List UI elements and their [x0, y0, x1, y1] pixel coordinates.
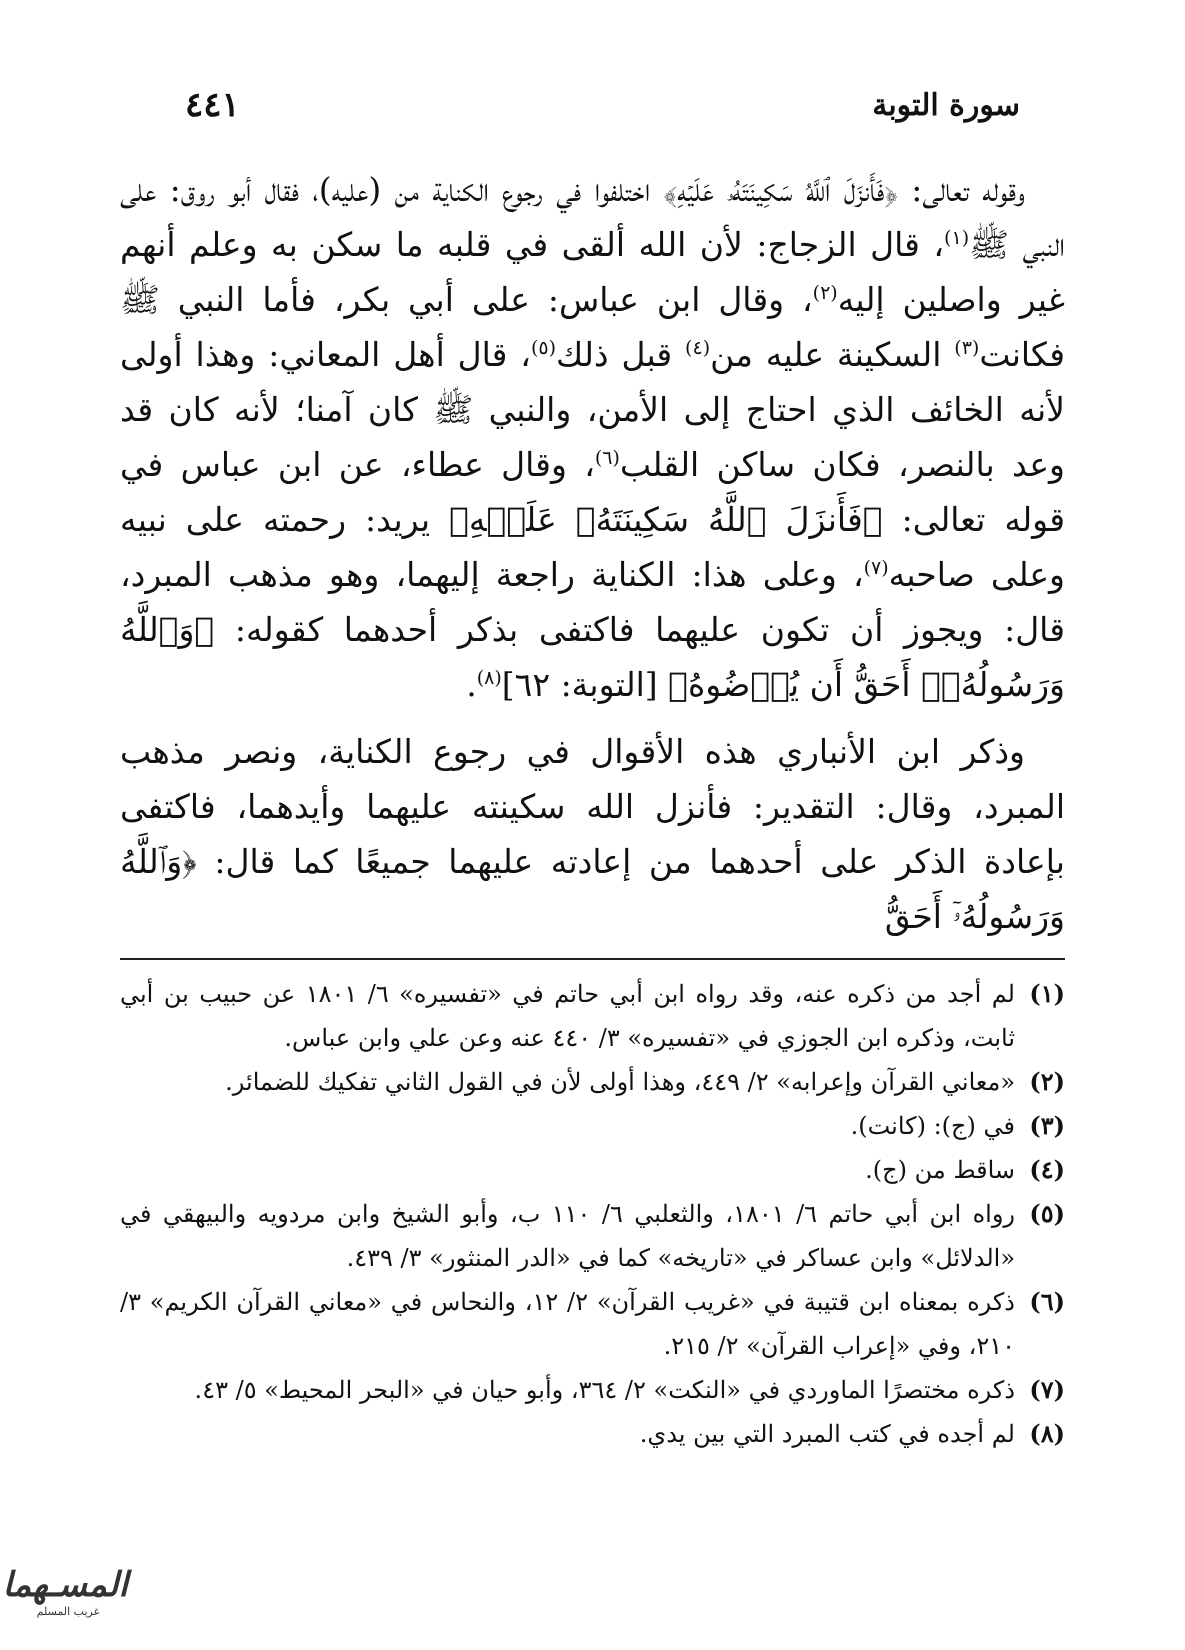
- footnote-ref-2[interactable]: (٢): [812, 282, 838, 304]
- paragraph-2: وذكر ابن الأنباري هذه الأقوال في رجوع الكناية، ونصر مذهب المبرد، وقال: التقدير: فأنزل الله سكينته عليهما وأيدهما، فاكتفى بإعادة الذكر على أحدهما من إعادته عليهما جميعًا كما قال: ﴿وَٱللَّهُ وَرَسُولُهُۥٓ أَحَقُّ: [120, 732, 1065, 936]
- text-run: ، قال الزجاج: لأن الله ألقى في قلبه ما سكن به وعلم أنهم غير واصلين إليه: [120, 225, 1066, 319]
- footnote-number: (٧): [1029, 1375, 1065, 1404]
- footnote-number: (٣): [1029, 1111, 1065, 1140]
- text-run: وقوله تعالى: ﴿فَأَنزَلَ ٱللَّهُ سَكِينَتَهُۥ عَلَيۡهِ﴾ اختلفوا في رجوع الكناية من (عليه)، فقال أبو روق: على النبي ﷺ: [120, 170, 1065, 264]
- footnote-ref-3[interactable]: (٣): [954, 337, 980, 359]
- text-run: قبل ذلك: [556, 335, 686, 374]
- footnote-text: رواه ابن أبي حاتم ٦/ ١٨٠١، والثعلبي ٦/ ١١٠ ب، وأبو الشيخ وابن مردويه والبيهقي في «الدلائل» وابن عساكر في «تاريخه» كما في «الدر المنثور» ٣/ ٤٣٩.: [120, 1200, 1015, 1272]
- footnote-text: «معاني القرآن وإعرابه» ٢/ ٤٤٩، وهذا أولى لأن في القول الثاني تفكيك للضمائر.: [225, 1068, 1015, 1096]
- footnote: [120, 1148, 1065, 1192]
- footnote-number: (٦): [1029, 1287, 1065, 1316]
- footnote-number: (٢): [1029, 1067, 1065, 1096]
- footnote: [120, 1412, 1065, 1456]
- text-run: ، قال أهل المعاني: وهذا أولى لأنه الخائف الذي احتاج إلى الأمن، والنبي ﷺ كان آمنا؛ لأنه كان قد وعد بالنصر، فكان ساكن القلب: [120, 335, 1065, 484]
- footnote: [120, 1060, 1065, 1104]
- footnote-text: لم أجد من ذكره عنه، وقد رواه ابن أبي حاتم في «تفسيره» ٦/ ١٨٠١ عن حبيب بن أبي ثابت، وذكره ابن الجوزي في «تفسيره» ٣/ ٤٤٠ عنه وعن علي وابن عباس.: [120, 980, 1015, 1052]
- footnote-number: (٥): [1029, 1199, 1065, 1228]
- footnote-ref-7[interactable]: (٧): [863, 557, 889, 579]
- surah-title: سورة التوبة: [872, 87, 1020, 123]
- main-text: [120, 162, 1065, 956]
- text-run: السكينة عليه من: [710, 335, 955, 374]
- publisher-logo: [2, 1565, 128, 1635]
- footnote-ref-4[interactable]: (٤): [685, 337, 711, 359]
- logo-word: المسـهما: [2, 1565, 128, 1605]
- footnote-text: ذكره مختصرًا الماوردي في «النكت» ٢/ ٣٦٤، وأبو حيان في «البحر المحيط» ٥/ ٤٣.: [194, 1376, 1015, 1404]
- text-run: .: [466, 665, 477, 704]
- page-header: [185, 80, 1020, 130]
- footnote-text: لم أجده في كتب المبرد التي بين يدي.: [639, 1420, 1015, 1448]
- footnote-divider: [120, 958, 1065, 960]
- footnote-number: (٨): [1029, 1419, 1065, 1448]
- footnote: [120, 1280, 1065, 1368]
- logo-subtitle: غريب المسلم: [36, 1605, 100, 1618]
- footnote: [120, 1104, 1065, 1148]
- footnote-ref-6[interactable]: (٦): [594, 447, 620, 469]
- footnote-number: (٤): [1029, 1155, 1065, 1184]
- paragraph-1: [120, 162, 1065, 712]
- footnote-number: (١): [1029, 979, 1065, 1008]
- footnote: [120, 1368, 1065, 1412]
- page-number: ٤٤١: [185, 85, 240, 125]
- footnote-ref-5[interactable]: (٥): [530, 337, 557, 359]
- footnote-text: في (ج): (كانت).: [850, 1112, 1015, 1140]
- text-run: ، وقال عطاء، عن ابن عباس في قوله تعالى: ﴿فَأَنزَلَ ٱللَّهُ سَكِينَتَهُۥ عَلَيۡهِ﴾ يريد: رحمته على نبيه وعلى صاحبه: [120, 445, 1065, 594]
- text-run: ، وقال ابن عباس: على أبي بكر، فأما النبي ﷺ فكانت: [120, 280, 1065, 374]
- footnote-ref-1[interactable]: (١): [944, 227, 970, 249]
- footnote-text: ساقط من (ج).: [865, 1156, 1015, 1184]
- footnotes: [120, 972, 1065, 1456]
- footnote: [120, 972, 1065, 1060]
- text-run: ، وعلى هذا: الكناية راجعة إليهما، وهو مذهب المبرد، قال: ويجوز أن تكون عليهما فاكتفى بذكر أحدهما كقوله: ﴿وَٱللَّهُ وَرَسُولُهُۥٓ أَحَقُّ أَن يُرۡضُوهُ﴾ [التوبة: ٦٢]: [120, 555, 1065, 704]
- footnote: [120, 1192, 1065, 1280]
- footnote-text: ذكره بمعناه ابن قتيبة في «غريب القرآن» ٢/ ١٢، والنحاس في «معاني القرآن الكريم» ٣/ ٢١٠، وفي «إعراب القرآن» ٢/ ٢١٥.: [120, 1288, 1015, 1360]
- footnote-ref-8[interactable]: (٨): [476, 667, 502, 689]
